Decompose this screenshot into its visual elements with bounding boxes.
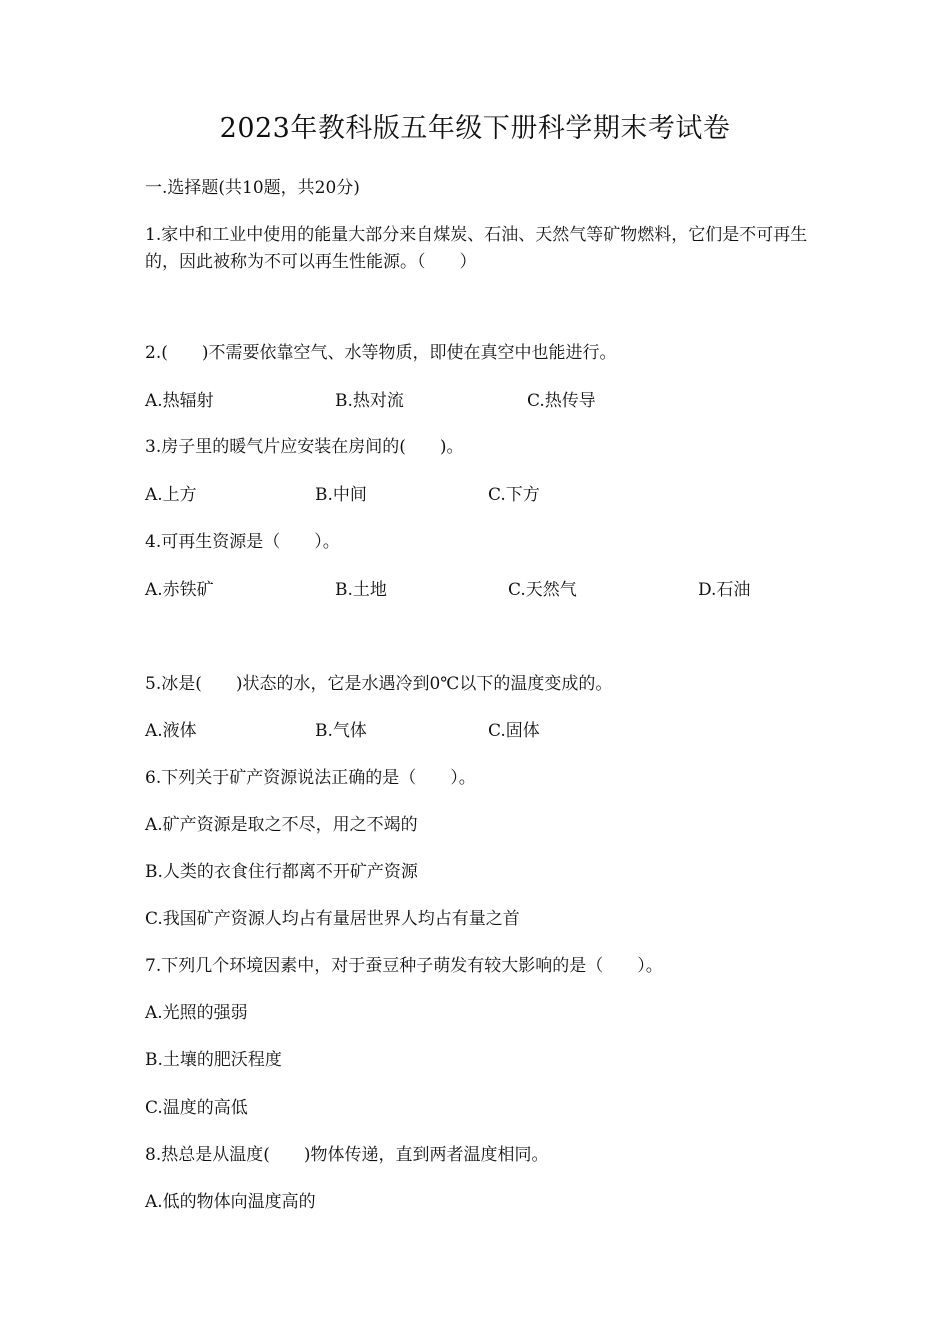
q4-option-a: A.赤铁矿 [145, 580, 214, 600]
question-7: 7.下列几个环境因素中，对于蚕豆种子萌发有较大影响的是（ ）。 [145, 956, 663, 976]
q4-option-d: D.石油 [698, 580, 751, 600]
q7-option-b: B.土壤的肥沃程度 [145, 1050, 282, 1070]
question-5: 5.冰是( )状态的水，它是水遇冷到0℃以下的温度变成的。 [145, 674, 613, 694]
page-title: 2023年教科版五年级下册科学期末考试卷 [219, 113, 731, 144]
q6-option-a: A.矿产资源是取之不尽，用之不竭的 [145, 815, 418, 835]
q7-option-c: C.温度的高低 [145, 1098, 248, 1118]
question-2: 2.( )不需要依靠空气、水等物质，即使在真空中也能进行。 [145, 343, 617, 363]
q6-option-b: B.人类的衣食住行都离不开矿产资源 [145, 862, 418, 882]
section-heading: 一.选择题(共10题，共20分) [145, 178, 360, 198]
q5-option-a: A.液体 [145, 721, 197, 741]
q2-option-c: C.热传导 [527, 391, 596, 411]
q8-option-a: A.低的物体向温度高的 [145, 1192, 316, 1212]
q6-option-c: C.我国矿产资源人均占有量居世界人均占有量之首 [145, 909, 520, 929]
question-6: 6.下列关于矿产资源说法正确的是（ ）。 [145, 768, 476, 788]
q5-option-b: B.气体 [315, 721, 367, 741]
question-1: 1.家中和工业中使用的能量大部分来自煤炭、石油、天然气等矿物燃料，它们是不可再生的，因此被称为不可以再生性能源。（ ） [145, 225, 808, 272]
q7-option-a: A.光照的强弱 [145, 1003, 248, 1023]
question-3: 3.房子里的暖气片应安装在房间的( )。 [145, 437, 464, 457]
q4-option-c: C.天然气 [508, 580, 577, 600]
question-4: 4.可再生资源是（ ）。 [145, 532, 340, 552]
q4-option-b: B.土地 [335, 580, 387, 600]
q3-option-b: B.中间 [315, 485, 367, 505]
q3-option-a: A.上方 [145, 485, 197, 505]
question-8: 8.热总是从温度( )物体传递，直到两者温度相同。 [145, 1145, 549, 1165]
q2-option-b: B.热对流 [335, 391, 404, 411]
q5-option-c: C.固体 [488, 721, 540, 741]
q2-option-a: A.热辐射 [145, 391, 214, 411]
q3-option-c: C.下方 [488, 485, 540, 505]
